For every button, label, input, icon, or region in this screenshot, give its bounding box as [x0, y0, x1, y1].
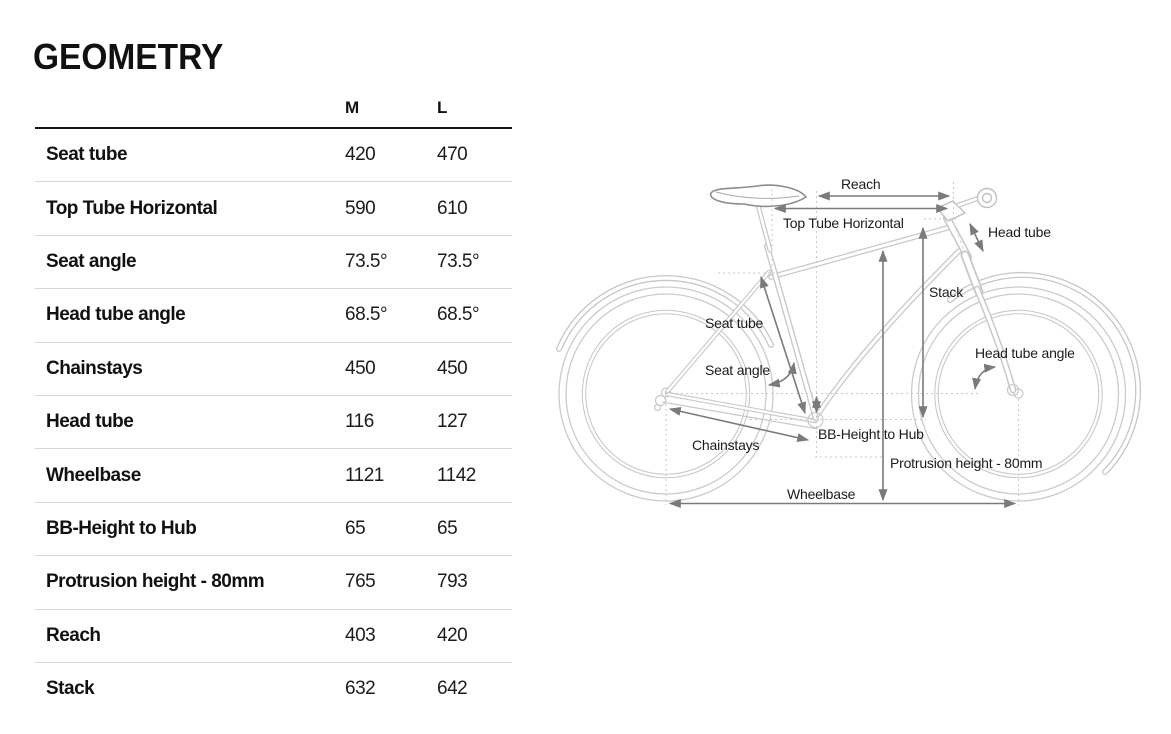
row-label: Head tube angle	[46, 304, 186, 326]
row-value-l: 642	[437, 678, 468, 700]
diagram-label-protrusion: Protrusion height - 80mm	[890, 455, 1043, 471]
front-fender-icon	[950, 275, 1138, 472]
column-header-l: L	[437, 97, 447, 117]
row-value-m: 765	[345, 571, 376, 593]
row-value-m: 403	[345, 624, 376, 646]
row-value-l: 450	[437, 357, 468, 379]
diagram-label-head-tube-angle: Head tube angle	[975, 345, 1075, 361]
row-value-l: 127	[437, 411, 468, 433]
diagram-label-chainstays: Chainstays	[692, 437, 760, 453]
diagram-label-seat-tube: Seat tube	[705, 315, 764, 331]
head-tube-angle-arc	[975, 367, 995, 389]
diagram-label-top-tube-horizontal: Top Tube Horizontal	[783, 215, 904, 231]
diagram-label-head-tube: Head tube	[988, 224, 1051, 240]
column-header-m: M	[345, 97, 359, 117]
row-value-l: 73.5°	[437, 250, 480, 272]
row-label: Head tube	[46, 411, 134, 433]
row-value-l: 793	[437, 571, 468, 593]
row-value-l: 1142	[437, 464, 476, 486]
row-label: Reach	[46, 624, 101, 646]
row-label: Seat angle	[46, 250, 137, 272]
diagram-label-reach: Reach	[841, 176, 881, 192]
diagram-label-stack: Stack	[929, 284, 964, 300]
row-value-m: 450	[345, 357, 376, 379]
row-value-m: 420	[345, 144, 376, 166]
diagram-label-seat-angle: Seat angle	[705, 362, 770, 378]
row-value-m: 68.5°	[345, 304, 388, 326]
page-title: GEOMETRY	[33, 36, 224, 77]
row-value-l: 470	[437, 144, 468, 166]
row-value-l: 68.5°	[437, 304, 480, 326]
row-value-m: 590	[345, 197, 376, 219]
row-value-m: 1121	[345, 464, 384, 486]
row-label: BB-Height to Hub	[46, 517, 197, 539]
row-value-l: 420	[437, 624, 468, 646]
row-value-m: 116	[345, 411, 374, 433]
row-value-m: 73.5°	[345, 250, 388, 272]
row-value-m: 632	[345, 678, 376, 700]
head-tube-arrow	[970, 224, 983, 251]
row-label: Stack	[46, 678, 95, 700]
diagram-label-wheelbase: Wheelbase	[787, 486, 856, 502]
row-label: Seat tube	[46, 144, 128, 166]
row-value-l: 65	[437, 517, 458, 539]
row-label: Top Tube Horizontal	[46, 197, 218, 219]
row-value-m: 65	[345, 517, 366, 539]
row-label: Wheelbase	[46, 464, 141, 486]
row-label: Chainstays	[46, 357, 143, 379]
row-label: Protrusion height - 80mm	[46, 571, 265, 593]
row-value-l: 610	[437, 197, 468, 219]
handlebar-icon	[937, 189, 997, 222]
diagram-label-bb-height: BB-Height to Hub	[818, 426, 924, 442]
